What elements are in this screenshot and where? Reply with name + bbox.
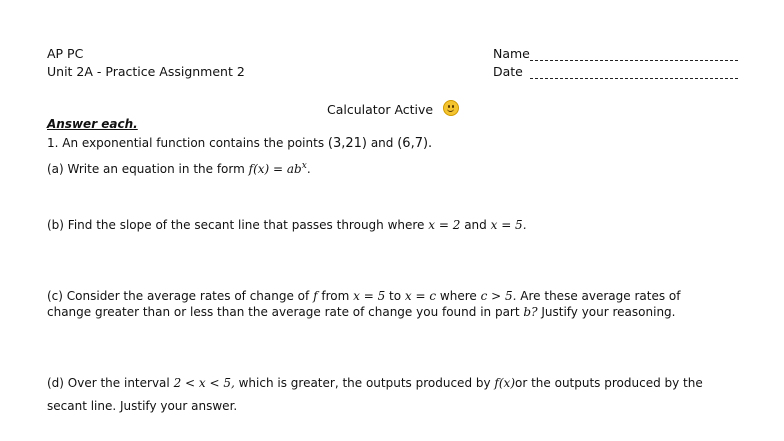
part-c-text-2-end: Justify your reasoning. [541, 305, 676, 319]
part-c-text-1b: Are these average rates of [520, 289, 681, 303]
part-d-text: (d) Over the interval [47, 376, 170, 390]
part-a [47, 161, 311, 176]
part-b [47, 218, 527, 232]
part-a-text: (a) Write an equation in the form [47, 162, 245, 176]
part-c-partb: b? [523, 305, 538, 319]
part-b-x2: x = 5. [490, 218, 527, 232]
name-label: Name [493, 46, 530, 61]
part-c-line-2 [47, 305, 675, 319]
part-a-formula: f(x) = ab [248, 162, 302, 176]
part-c-text-1: (c) Consider the average rates of change of [47, 289, 310, 303]
part-d-interval: 2 < x < 5, [173, 376, 235, 390]
smiley-face-icon [443, 100, 459, 116]
part-c-line-1 [47, 289, 680, 303]
part-c-f: f [313, 289, 318, 303]
problem-1-lead: 1. An exponential function contains the points [47, 136, 325, 150]
part-a-end: . [306, 162, 311, 176]
part-b-and: and [464, 218, 487, 232]
part-b-x1: x = 2 [428, 218, 461, 232]
part-c-from: from [321, 289, 350, 303]
part-d-line-2: secant line. Justify your answer. [47, 399, 238, 413]
date-label: Date [493, 64, 523, 79]
part-d-end: or the outputs produced by the [515, 376, 703, 390]
part-c-xc: x = c [404, 289, 437, 303]
point-2: (6,7). [397, 136, 433, 151]
part-c-text-2: change greater than or less than the average rate of change you found in part [47, 305, 520, 319]
calculator-banner [327, 100, 459, 117]
banner-text: Calculator Active [327, 102, 434, 117]
part-d-fx: f(x) [494, 376, 515, 390]
course-title: AP PC [47, 46, 84, 61]
unit-title: Unit 2A - Practice Assignment 2 [47, 64, 245, 79]
part-d-mid: which is greater, the outputs produced by [238, 376, 491, 390]
part-c-to: to [389, 289, 402, 303]
point-1: (3,21) [327, 136, 367, 151]
instructions: Answer each. [47, 117, 138, 131]
part-c-where: where [439, 289, 477, 303]
and-word: and [370, 136, 394, 150]
part-d-line-1 [47, 376, 703, 390]
date-line [530, 78, 738, 79]
name-line [530, 60, 738, 61]
part-c-x5: x = 5 [353, 289, 386, 303]
part-c-cgt5: c > 5. [480, 289, 517, 303]
part-a-exponent: x [301, 161, 307, 171]
part-b-text: (b) Find the slope of the secant line that passes through where [47, 218, 425, 232]
problem-1-statement [47, 136, 432, 151]
